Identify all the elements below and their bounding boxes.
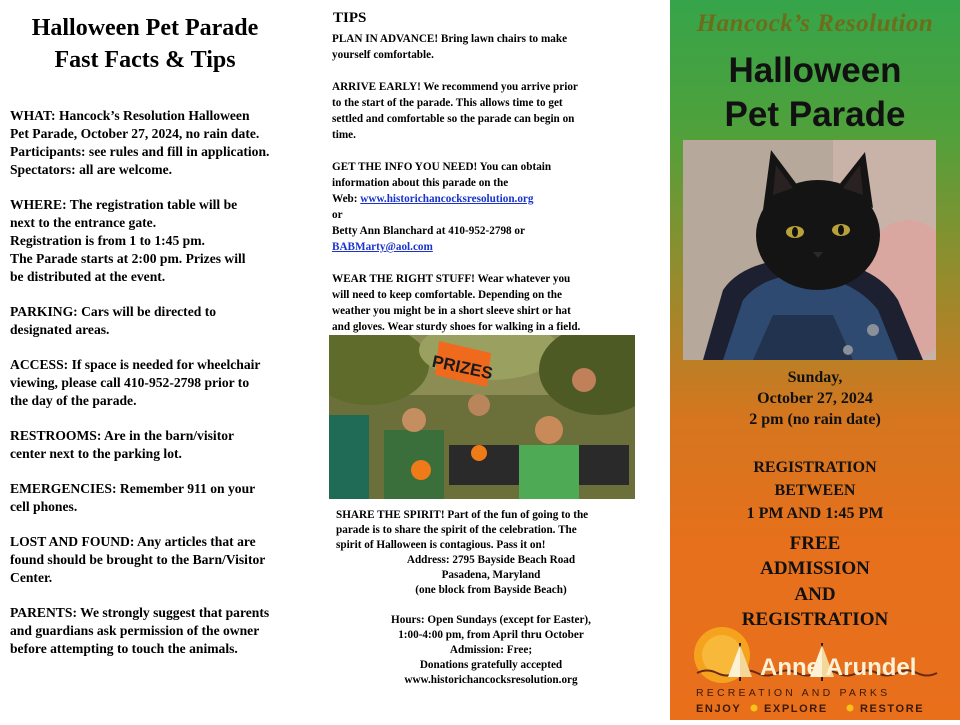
tip-arrive [332, 79, 657, 143]
prizes-sign: PRIZES [430, 351, 495, 384]
admission-line: Admission: Free; [449, 644, 533, 656]
logo-name: Anne Arundel [760, 654, 917, 681]
fact-emergencies [10, 480, 302, 516]
fact-line: found should be brought to the Barn/Visitor [10, 552, 266, 567]
fact-line: cell phones. [10, 499, 78, 514]
fact-line: before attempting to touch the animals. [10, 641, 238, 656]
fact-line: ACCESS: If space is needed for wheelchair [10, 357, 261, 372]
share-and-address [336, 508, 646, 688]
hours-line: Hours: Open Sundays (except for Easter), [391, 614, 591, 626]
tip-info [332, 159, 657, 255]
fact-parking [10, 303, 302, 339]
fact-line: WHAT: Hancock’s Resolution Halloween [10, 108, 250, 123]
fact-line: Center. [10, 570, 53, 585]
facts-list [10, 107, 302, 675]
logo-subtitle: RECREATION AND PARKS [696, 687, 891, 699]
logo-tag-enjoy: ENJOY [696, 703, 742, 715]
free-line1: FREE [789, 533, 841, 554]
tip-line: will need to keep comfortable. Depending on the [332, 289, 562, 301]
fact-line: RESTROOMS: Are in the barn/visitor [10, 428, 235, 443]
tips-list [332, 31, 657, 351]
fact-line: PARENTS: We strongly suggest that parents [10, 605, 270, 620]
fact-line: the day of the parade. [10, 393, 137, 408]
tip-line: information about this parade on the [332, 177, 509, 189]
fact-line: LOST AND FOUND: Any articles that are [10, 534, 256, 549]
registration-line1: REGISTRATION [753, 459, 877, 476]
fact-line: next to the entrance gate. [10, 215, 157, 230]
fact-parents [10, 604, 302, 658]
poster-title-line2: Pet Parade [724, 95, 906, 134]
poster-panel [670, 0, 960, 720]
contact-phone: Betty Ann Blanchard at 410-952-2798 or [332, 225, 525, 237]
fact-what [10, 107, 302, 179]
tips-column [326, 0, 666, 720]
prizes-photo [329, 335, 635, 499]
tip-line: PLAN IN ADVANCE! Bring lawn chairs to make [332, 33, 568, 45]
share-line: parade is to share the spirit of the celebration. The [336, 524, 577, 536]
donations-line: Donations gratefully accepted [419, 659, 563, 671]
black-cat-illustration [683, 140, 936, 360]
logo-tag-restore: RESTORE [860, 703, 925, 715]
website-text: www.historichancocksresolution.org [404, 674, 578, 686]
event-time: 2 pm (no rain date) [749, 411, 881, 428]
event-date: October 27, 2024 [757, 390, 873, 407]
fact-line: center next to the parking lot. [10, 446, 182, 461]
logo-artwork [692, 625, 952, 720]
share-line: spirit of Halloween is contagious. Pass it on! [336, 539, 546, 551]
address-line: Pasadena, Maryland [441, 569, 541, 581]
fact-line: Registration is from 1 to 1:45 pm. [10, 233, 205, 248]
facts-title-line2: Fast Facts & Tips [54, 47, 236, 73]
fact-access [10, 356, 302, 410]
tip-line: time. [332, 129, 356, 141]
fact-line: WHERE: The registration table will be [10, 197, 238, 212]
tip-line: and gloves. Wear sturdy shoes for walking in a field. [332, 321, 581, 333]
registration-line3: 1 PM AND 1:45 PM [746, 505, 884, 522]
free-line2: ADMISSION [760, 558, 870, 579]
event-day: Sunday, [787, 369, 843, 386]
free-line4: REGISTRATION [741, 609, 889, 630]
anne-arundel-logo [692, 625, 952, 720]
address-line: (one block from Bayside Beach) [415, 584, 567, 596]
facts-title-line1: Halloween Pet Parade [31, 15, 259, 41]
fact-line: Participants: see rules and fill in application. [10, 144, 270, 159]
black-cat-photo [683, 140, 936, 360]
fast-facts-column [0, 0, 305, 720]
tip-line: weather you might be in a short sleeve shirt or hat [332, 305, 571, 317]
tip-line: GET THE INFO YOU NEED! You can obtain [332, 161, 552, 173]
fact-line: viewing, please call 410-952-2798 prior to [10, 375, 250, 390]
fact-line: and guardians ask permission of the owner [10, 623, 260, 638]
fact-line: EMERGENCIES: Remember 911 on your [10, 481, 256, 496]
tip-plan [332, 31, 657, 63]
tips-heading: TIPS [333, 10, 367, 26]
fact-line: PARKING: Cars will be directed to [10, 304, 217, 319]
share-line: SHARE THE SPIRIT! Part of the fun of going to the [336, 509, 589, 521]
tip-line: ARRIVE EARLY! We recommend you arrive prior [332, 81, 578, 93]
poster-title-line1: Halloween [728, 51, 902, 90]
tip-line: to the start of the parade. This allows time to get [332, 97, 563, 109]
fact-lost-and-found [10, 533, 302, 587]
web-label: Web: [332, 193, 361, 205]
web-line [332, 191, 657, 207]
registration-line2: BETWEEN [774, 482, 856, 499]
hours-line: 1:00-4:00 pm, from April thru October [398, 629, 584, 641]
tip-line: settled and comfortable so the parade can begin on [332, 113, 575, 125]
fact-line: designated areas. [10, 322, 110, 337]
address-line: Address: 2795 Bayside Beach Road [406, 554, 576, 566]
fact-line: Spectators: all are welcome. [10, 162, 173, 177]
fact-line: be distributed at the event. [10, 269, 166, 284]
website-link[interactable]: www.historichancocksresolution.org [360, 193, 534, 205]
tip-wear [332, 271, 657, 335]
free-line3: AND [794, 584, 836, 605]
fact-line: Pet Parade, October 27, 2024, no rain date. [10, 126, 260, 141]
email-link[interactable]: BABMarty@aol.com [332, 241, 433, 253]
tip-line: or [332, 209, 343, 221]
prizes-photo-illustration [329, 335, 635, 499]
fact-where [10, 196, 302, 286]
tip-line: yourself comfortable. [332, 49, 434, 61]
venue-name: Hancock’s Resolution [696, 10, 934, 37]
logo-tag-explore: EXPLORE [764, 703, 828, 715]
fact-restrooms [10, 427, 302, 463]
tip-line: WEAR THE RIGHT STUFF! Wear whatever you [332, 273, 571, 285]
fact-line: The Parade starts at 2:00 pm. Prizes will [10, 251, 246, 266]
